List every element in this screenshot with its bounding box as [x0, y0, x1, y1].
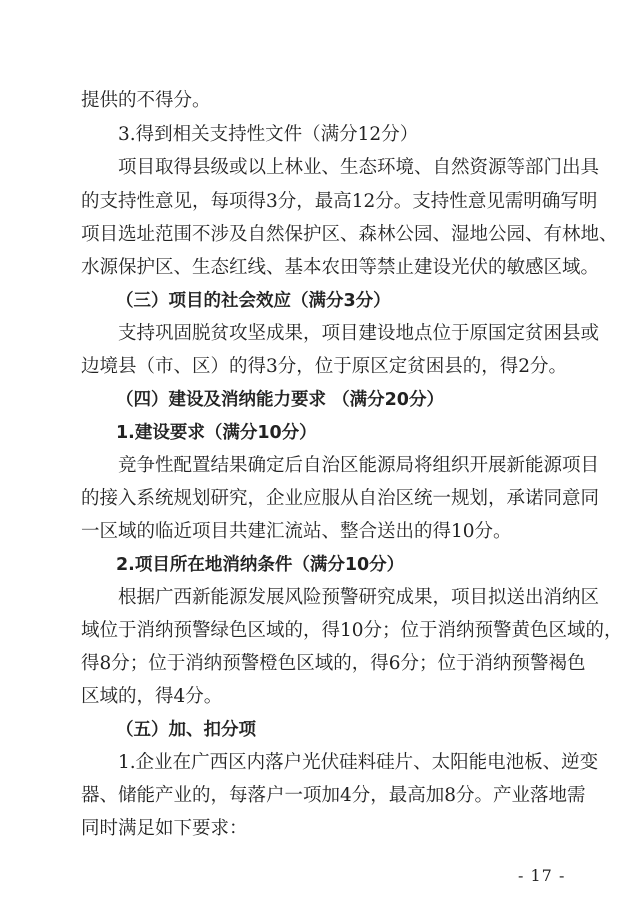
- paragraph-line: 一区域的临近项目共建汇流站、整合送出的得10分。: [81, 521, 512, 542]
- paragraph-line: 水源保护区、生态红线、基本农田等禁止建设光伏的敏感区域。: [81, 257, 600, 278]
- paragraph-line: 1.企业在广西区内落户光伏硅料硅片、太阳能电池板、逆变: [118, 752, 599, 773]
- paragraph-line: 竞争性配置结果确定后自治区能源局将组织开展新能源项目: [118, 455, 600, 476]
- paragraph-line: 的接入系统规划研究，企业应服从自治区统一规划，承诺同意同: [81, 488, 600, 509]
- paragraph-line: 得8分；位于消纳预警橙色区域的，得6分；位于消纳预警褐色: [81, 653, 586, 674]
- paragraph-line: 的支持性意见，每项得3分，最高12分。支持性意见需明确写明: [81, 191, 598, 212]
- paragraph-line: 支持巩固脱贫攻坚成果，项目建设地点位于原国定贫困县或: [118, 323, 600, 344]
- page-number: - 17 -: [518, 866, 566, 885]
- section-heading: （三）项目的社会效应（满分3分）: [116, 291, 391, 311]
- paragraph-line: 区域的，得4分。: [81, 686, 223, 707]
- section-heading: 2.项目所在地消纳条件（满分10分）: [116, 555, 405, 575]
- section-heading: 3.得到相关支持性文件（满分12分）: [118, 124, 419, 145]
- paragraph-line: 同时满足如下要求：: [81, 818, 248, 839]
- paragraph-line: 域位于消纳预警绿色区域的，得10分；位于消纳预警黄色区域的，: [81, 620, 623, 641]
- section-heading: （四）建设及消纳能力要求 （满分20分）: [116, 390, 444, 410]
- paragraph-line: 根据广西新能源发展风险预警研究成果，项目拟送出消纳区: [118, 587, 600, 608]
- paragraph-line: 项目选址范围不涉及自然保护区、森林公园、湿地公园、有林地、: [81, 224, 618, 245]
- paragraph-line: 提供的不得分。: [81, 90, 211, 111]
- section-heading: （五）加、扣分项: [116, 720, 256, 740]
- paragraph-line: 项目取得县级或以上林业、生态环境、自然资源等部门出具: [118, 157, 600, 178]
- paragraph-line: 器、储能产业的，每落户一项加4分，最高加8分。产业落地需: [81, 785, 586, 806]
- paragraph-line: 边境县（市、区）的得3分，位于原区定贫困县的，得2分。: [81, 356, 568, 377]
- section-heading: 1.建设要求（满分10分）: [116, 423, 317, 443]
